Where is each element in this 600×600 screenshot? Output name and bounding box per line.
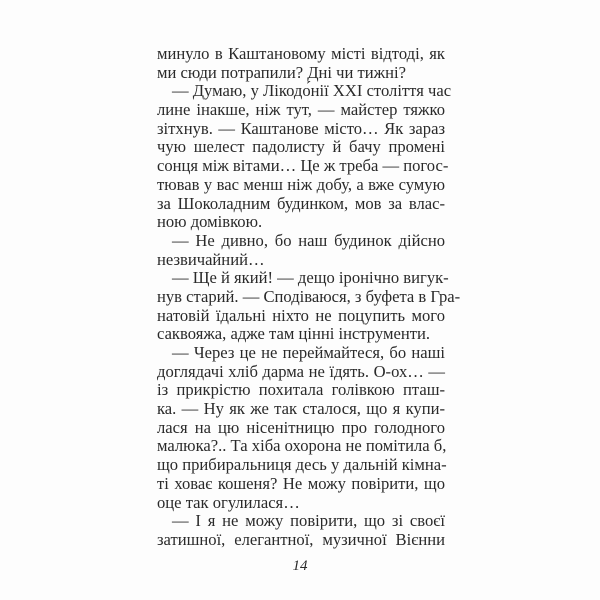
- text-line: ною домівкою.: [157, 212, 263, 232]
- text-line: нув старий. — Сподіваюся, з буфета в Гра-: [157, 286, 461, 306]
- text-line: тював у вас менш ніж добу, а вже сумую: [157, 174, 445, 194]
- text-line: незвичайний…: [157, 249, 265, 269]
- text-line: доглядачі хліб дарма не їдять. О-ох… —: [157, 361, 445, 381]
- text-line: лася на цю нісенітницю про голодного: [157, 417, 445, 437]
- paragraph-first-line: — Не дивно, бо наш будинок дійсно: [172, 230, 445, 250]
- text-line: за Шоколадним будинком, мов за влас-: [157, 193, 445, 213]
- body-text: [157, 44, 461, 550]
- paragraph-first-line: — Ще й який! — дещо іронічно вигук-: [172, 268, 449, 288]
- text-line: ті ховає кошеня? Не можу повірити, що: [157, 473, 445, 493]
- text-line: зітхнув. — Каштанове місто… Як зараз: [157, 118, 445, 138]
- text-line: оце так огулилася…: [157, 492, 300, 512]
- text-line: ми сюди потрапили? Дні чи тижні?: [157, 62, 406, 82]
- text-line: натовій їдальні ніхто не поцупить мого: [157, 305, 445, 325]
- text-line: затишної, елегантної, музичної Вієнни: [157, 529, 445, 549]
- text-line: лине інакше, ніж тут, — майстер тяжко: [157, 100, 445, 120]
- text-line: сонця між вітами… Це ж треба — погос-: [157, 156, 449, 176]
- paragraph-first-line: — Через це не переймайтеся, бо наші: [172, 343, 445, 362]
- text-line: із прикрістю похитала голівкою пташ-: [157, 380, 445, 400]
- page-number: 14: [292, 558, 308, 574]
- text-line: малюка?.. Та хіба охорона не помітила б,: [157, 436, 447, 456]
- text-line: що прибиральниця десь у дальній кімна-: [157, 455, 447, 475]
- text-line: ка. — Ну як же так сталося, що я купи-: [157, 399, 445, 419]
- paragraph-first-line: — І я не можу повірити, що зі своєї: [172, 511, 445, 531]
- paragraph-first-line: — Думаю, у Лікодо́нії XXI століття час: [172, 81, 452, 101]
- text-line: саквояжа, адже там цінні інструменти.: [157, 324, 430, 344]
- text-line: чую шелест падолисту й бачу промені: [157, 137, 445, 157]
- text-line: минуло в Каштановому місті відтоді, як: [157, 44, 445, 63]
